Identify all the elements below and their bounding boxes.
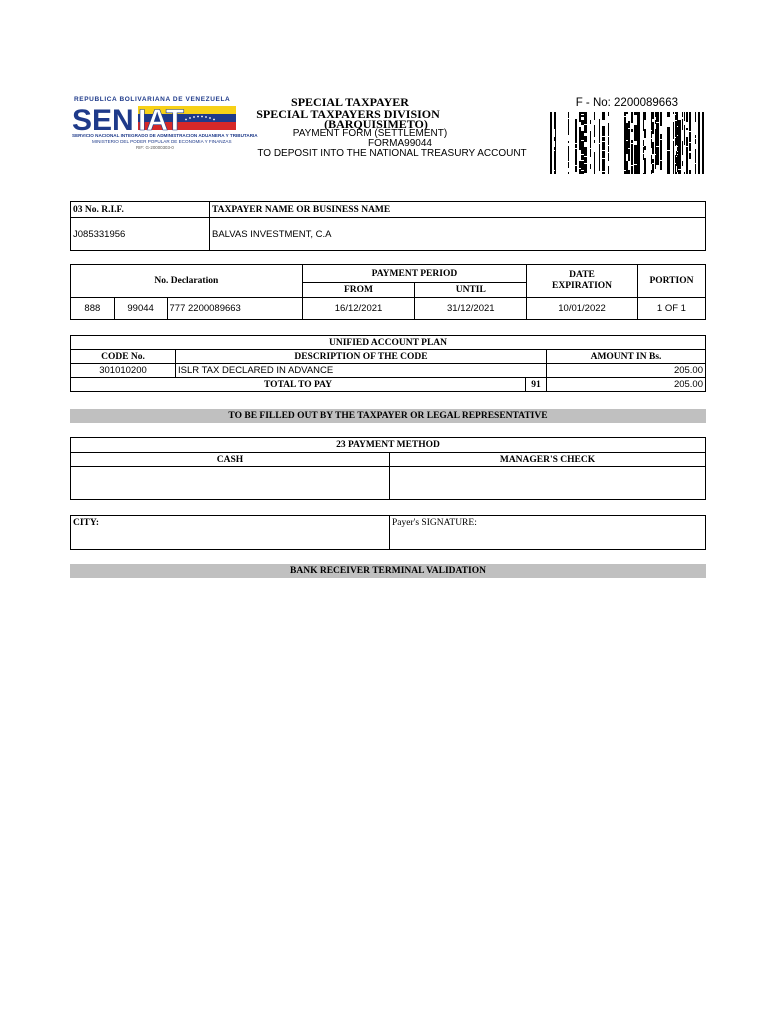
taxpayer-section-bar: TO BE FILLED OUT BY THE TAXPAYER OR LEGAL REPRESENTATIVE <box>70 409 706 423</box>
total-label: TOTAL TO PAY <box>71 378 526 392</box>
account-plan-title: UNIFIED ACCOUNT PLAN <box>71 336 706 350</box>
declaration-number-3: 777 2200089663 <box>167 298 302 320</box>
no-declaration-label: No. Declaration <box>71 265 303 298</box>
header-line-6: TO DEPOSIT INTO THE NATIONAL TREASURY ACCOUNT <box>257 148 527 159</box>
city-label: CITY: <box>73 518 100 528</box>
seniat-logo-mark <box>72 103 238 133</box>
header-line-1: SPECIAL TAXPAYER <box>291 95 409 109</box>
managers-check-field[interactable] <box>390 467 706 500</box>
from-value: 16/12/2021 <box>302 298 415 320</box>
declaration-table <box>70 264 706 320</box>
description-value: ISLR TAX DECLARED IN ADVANCE <box>176 364 547 378</box>
description-label: DESCRIPTION OF THE CODE <box>176 350 547 364</box>
seniat-logo <box>72 96 258 158</box>
signature-label: Payer's SIGNATURE: <box>392 518 477 528</box>
signature-field[interactable] <box>390 516 706 550</box>
rif-value: J085331956 <box>71 218 210 251</box>
taxpayer-name-value: BALVAS INVESTMENT, C.A <box>210 218 706 251</box>
logo-rif-text: RIF: G-20000303-0 <box>136 145 174 150</box>
logo-brand-left: SEN <box>72 104 134 133</box>
taxpayer-name-label: TAXPAYER NAME OR BUSINESS NAME <box>210 202 706 218</box>
portion-value: 1 OF 1 <box>637 298 705 320</box>
portion-label: PORTION <box>637 265 705 298</box>
code-value: 301010200 <box>71 364 176 378</box>
amount-value: 205.00 <box>547 364 706 378</box>
city-signature-table <box>70 515 706 550</box>
logo-agency-text: SERVICIO NACIONAL INTEGRADO DE ADMINISTRACION ADUANERA Y TRIBUTARIA <box>72 133 258 138</box>
payment-method-label: 23 PAYMENT METHOD <box>71 438 706 453</box>
bank-validation-bar: BANK RECEIVER TERMINAL VALIDATION <box>70 564 706 578</box>
declaration-number-1: 888 <box>71 298 115 320</box>
code-label: CODE No. <box>71 350 176 364</box>
payment-method-table <box>70 437 706 500</box>
total-amount: 205.00 <box>547 378 706 392</box>
account-plan-table <box>70 335 706 392</box>
payment-period-label: PAYMENT PERIOD <box>302 265 527 283</box>
logo-ministry-text: MINISTERIO DEL PODER POPULAR DE ECONOMIA Y FINANZAS <box>92 139 232 144</box>
taxpayer-table <box>70 201 706 251</box>
header-line-4: PAYMENT FORM (SETTLEMENT) <box>292 128 448 139</box>
expiration-label <box>527 265 638 298</box>
cash-field[interactable] <box>71 467 390 500</box>
header-line-2: SPECIAL TAXPAYERS DIVISION <box>256 107 440 121</box>
from-label: FROM <box>302 283 415 298</box>
form-number: F - No: 2200089663 <box>575 97 678 109</box>
expiration-value: 10/01/2022 <box>527 298 638 320</box>
declaration-number-2: 99044 <box>114 298 167 320</box>
header-line-3: (BARQUISIMETO) <box>324 117 428 131</box>
amount-label: AMOUNT IN Bs. <box>547 350 706 364</box>
city-field[interactable] <box>71 516 390 550</box>
barcode-image <box>550 112 704 174</box>
managers-check-label: MANAGER'S CHECK <box>390 453 706 467</box>
logo-brand-right: IAT <box>138 104 185 133</box>
rif-label: 03 No. R.I.F. <box>71 202 210 218</box>
cash-label: CASH <box>71 453 390 467</box>
logo-country-text: REPUBLICA BOLIVARIANA DE VENEZUELA <box>74 96 231 103</box>
until-label: UNTIL <box>415 283 527 298</box>
total-code: 91 <box>526 378 547 392</box>
expiration-label-line-1: DATE <box>569 270 595 280</box>
expiration-label-line-2: EXPIRATION <box>552 281 613 291</box>
header-line-5: FORMA99044 <box>368 138 432 149</box>
table-row <box>71 364 706 378</box>
until-value: 31/12/2021 <box>415 298 527 320</box>
